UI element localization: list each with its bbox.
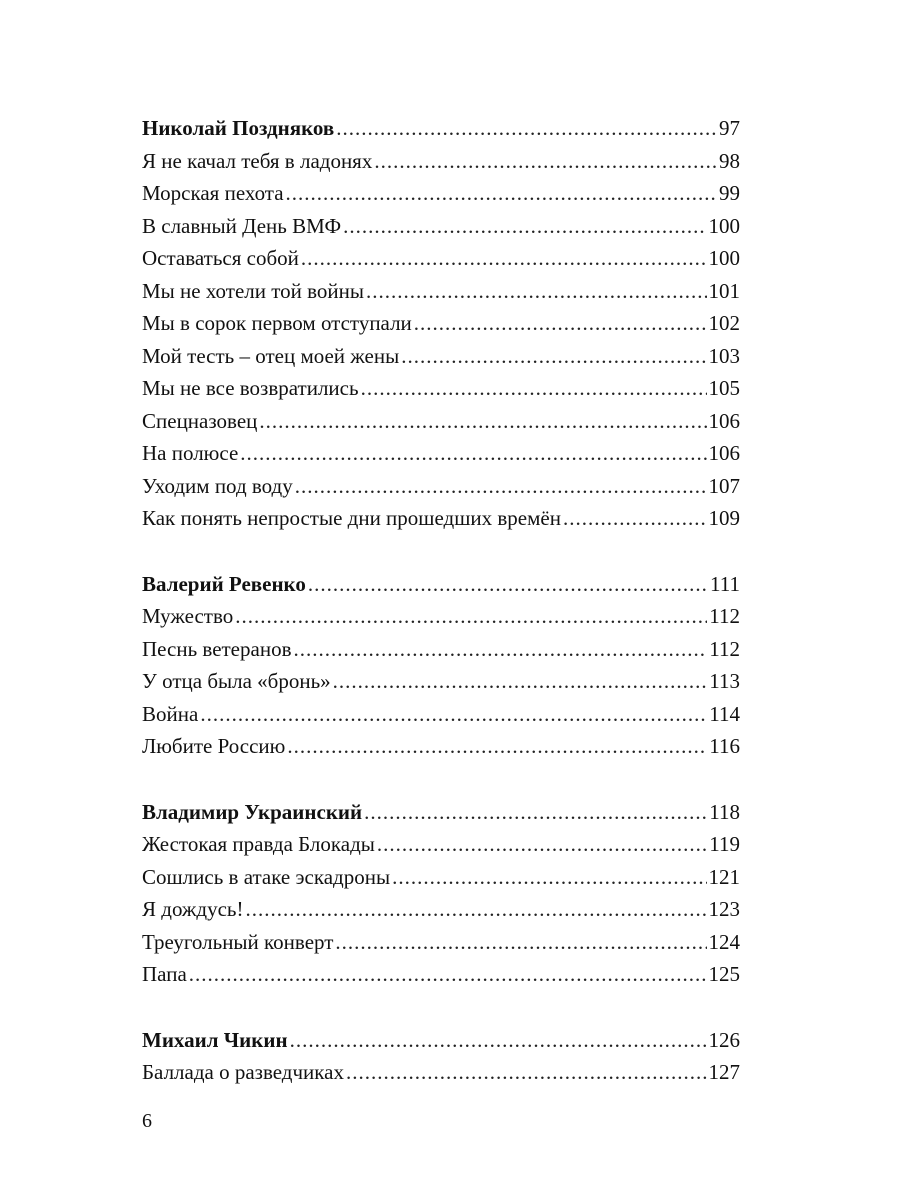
dot-leader: [293, 633, 707, 666]
toc-entry[interactable]: [142, 698, 740, 731]
toc-entry[interactable]: [142, 893, 740, 926]
page-number: 112: [709, 604, 740, 628]
toc-author-entry[interactable]: [142, 796, 740, 829]
dot-leader: [286, 177, 717, 210]
page-number: 106: [708, 408, 740, 433]
page-number: 111: [710, 571, 740, 596]
entry-title: У отца была «бронь»: [142, 669, 331, 693]
page-number: 125: [708, 962, 740, 986]
dot-leader: [414, 307, 707, 340]
page-number: 119: [709, 832, 740, 856]
toc-entry[interactable]: [142, 210, 740, 243]
toc-entry[interactable]: [142, 861, 740, 894]
page-number: 98: [719, 148, 740, 173]
toc-entry[interactable]: [142, 633, 740, 666]
page-number: 107: [708, 473, 740, 498]
author-name: Михаил Чикин: [142, 1027, 288, 1052]
dot-leader: [366, 275, 707, 308]
dot-leader: [295, 470, 707, 503]
dot-leader: [287, 730, 707, 763]
page-number: 103: [708, 343, 740, 368]
toc-entry[interactable]: [142, 1056, 740, 1089]
dot-leader: [343, 210, 706, 243]
dot-leader: [333, 665, 708, 698]
entry-title: Как понять непростые дни прошедших времён: [142, 506, 561, 530]
toc-entry[interactable]: [142, 145, 740, 178]
page-number: 118: [709, 799, 740, 824]
dot-leader: [246, 893, 707, 926]
dot-leader: [377, 828, 707, 861]
page-number: 109: [708, 506, 740, 530]
toc-entry[interactable]: [142, 470, 740, 503]
toc-entry[interactable]: [142, 307, 740, 340]
toc-section-chikin: [142, 1024, 740, 1089]
entry-title: На полюсе: [142, 441, 239, 465]
toc-entry[interactable]: [142, 275, 740, 308]
entry-title: Морская пехота: [142, 181, 284, 205]
page-number: 113: [709, 669, 740, 693]
entry-title: Песнь ветеранов: [142, 636, 292, 661]
author-name: Владимир Украинский: [142, 799, 363, 824]
toc-section-ukrainsky: [142, 796, 740, 991]
page-number: 114: [709, 701, 740, 726]
entry-title: Спецназовец: [142, 408, 258, 433]
entry-title: Баллада о разведчиках: [142, 1060, 344, 1084]
dot-leader: [259, 405, 706, 438]
entry-title: Любите Россию: [142, 734, 286, 758]
toc-entry[interactable]: [142, 828, 740, 861]
page-number: 105: [708, 376, 740, 400]
entry-title: Мужество: [142, 604, 234, 628]
toc-entry[interactable]: [142, 600, 740, 633]
entry-title: Мой тесть – отец моей жены: [142, 343, 400, 368]
dot-leader: [374, 145, 717, 178]
page-number: 97: [719, 116, 740, 140]
dot-leader: [200, 698, 707, 731]
dot-leader: [240, 437, 706, 470]
entry-title: Жестокая правда Блокады: [142, 832, 375, 856]
dot-leader: [335, 926, 706, 959]
entry-title: Мы не хотели той войны: [142, 278, 364, 303]
toc-entry[interactable]: [142, 242, 740, 275]
dot-leader: [301, 242, 707, 275]
page-number: 102: [708, 311, 740, 335]
page-number: 123: [708, 897, 740, 921]
page-number: 100: [708, 213, 740, 238]
entry-title: Сошлись в атаке эскадроны: [142, 864, 391, 889]
dot-leader: [401, 340, 706, 373]
page-folio: 6: [142, 1110, 152, 1132]
dot-leader: [346, 1056, 707, 1089]
dot-leader: [364, 796, 707, 829]
toc-entry[interactable]: [142, 177, 740, 210]
page-number: 106: [708, 441, 740, 465]
toc-section-revenko: [142, 568, 740, 763]
toc-entry[interactable]: [142, 958, 740, 991]
toc-entry[interactable]: [142, 926, 740, 959]
entry-title: Мы в сорок первом отступали: [142, 311, 412, 335]
page-number: 100: [708, 246, 740, 270]
dot-leader: [235, 600, 707, 633]
toc-author-entry[interactable]: [142, 1024, 740, 1057]
dot-leader: [189, 958, 707, 991]
dot-leader: [308, 568, 708, 601]
page-number: 121: [708, 864, 740, 889]
table-of-contents: [142, 112, 740, 1122]
toc-section-pozdnyakov: [142, 112, 740, 535]
page-number: 101: [708, 278, 740, 303]
toc-entry[interactable]: [142, 405, 740, 438]
toc-entry[interactable]: [142, 502, 740, 535]
entry-title: В славный День ВМФ: [142, 213, 342, 238]
entry-title: Мы не все возвратились: [142, 376, 359, 400]
page-number: 99: [719, 181, 740, 205]
page-number: 127: [708, 1060, 740, 1084]
entry-title: Оставаться собой: [142, 246, 299, 270]
dot-leader: [336, 112, 717, 145]
page-number: 112: [709, 636, 740, 661]
dot-leader: [290, 1024, 707, 1057]
page-number: 124: [708, 929, 740, 954]
toc-entry[interactable]: [142, 372, 740, 405]
dot-leader: [361, 372, 707, 405]
toc-entry[interactable]: [142, 730, 740, 763]
entry-title: Война: [142, 701, 199, 726]
dot-leader: [392, 861, 706, 894]
dot-leader: [563, 502, 707, 535]
page-number: 116: [709, 734, 740, 758]
toc-author-entry[interactable]: [142, 568, 740, 601]
entry-title: Уходим под воду: [142, 473, 293, 498]
entry-title: Я дождусь!: [142, 897, 244, 921]
entry-title: Папа: [142, 962, 187, 986]
entry-title: Я не качал тебя в ладонях: [142, 148, 373, 173]
toc-entry[interactable]: [142, 437, 740, 470]
toc-author-entry[interactable]: [142, 112, 740, 145]
author-name: Николай Поздняков: [142, 116, 335, 140]
page-number: 126: [708, 1027, 740, 1052]
entry-title: Треугольный конверт: [142, 929, 334, 954]
author-name: Валерий Ревенко: [142, 571, 306, 596]
toc-entry[interactable]: [142, 665, 740, 698]
toc-entry[interactable]: [142, 340, 740, 373]
